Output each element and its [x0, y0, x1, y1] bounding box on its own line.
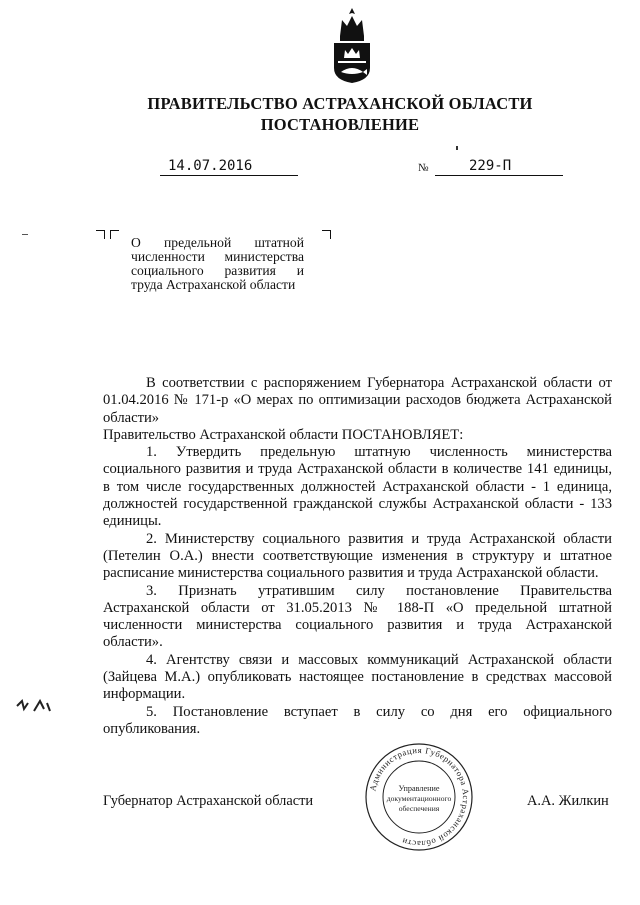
subject-bracket-right	[322, 230, 331, 239]
document-number: 229-П	[435, 158, 563, 176]
government-title: ПРАВИТЕЛЬСТВО АСТРАХАНСКОЙ ОБЛАСТИ	[147, 94, 533, 113]
seal-center-line-2: документационного	[386, 794, 452, 803]
official-seal	[364, 742, 474, 852]
item-1: 1. Утвердить предельную штатную численность министерства социального развития и труда Астраханской области в количестве 141 единицы, в том числе государственных должностей Астраханской области - 1 единица, должностей государственной гражданской службы Астраханской области - 133 единицы.	[103, 444, 612, 530]
document-subject: О предельной штатной численности министерства социального развития и труда Астраханской области	[131, 235, 304, 292]
document-date: 14.07.2016	[160, 158, 298, 176]
margin-mark	[14, 697, 54, 715]
preamble: В соответствии с распоряжением Губернатора Астраханской области от 01.04.2016 № 171-р «О мерах по оптимизации расходов бюджета Астраханской области»	[103, 375, 612, 426]
item-4: 4. Агентству связи и массовых коммуникаций Астраханской области (Зайцева М.А.) опубликовать настоящее постановление в средствах массовой информации.	[103, 651, 612, 703]
resolves-line: Правительство Астраханской области ПОСТАНОВЛЯЕТ:	[103, 426, 464, 443]
subject-bracket-left	[96, 230, 105, 239]
item-2: 2. Министерству социального развития и труда Астраханской области (Петелин О.А.) внести соответствующие изменения в структуру и штатное расписание министерства социального развития и труда Астраханской области.	[103, 530, 612, 582]
item-3: 3. Признать утратившим силу постановление Правительства Астраханской области от 31.05.2013 № 188-П «О предельной штатной численности министерства социального развития и труда Астраханской области».	[103, 582, 612, 651]
document-type-title: ПОСТАНОВЛЕНИЕ	[260, 115, 420, 134]
signer-name: А.А. Жилкин	[527, 793, 609, 809]
seal-center-line-3: обеспечения	[398, 804, 440, 813]
scan-dash	[22, 234, 28, 235]
number-sign: №	[418, 162, 429, 174]
item-5: 5. Постановление вступает в силу со дня его официального опубликования.	[103, 703, 612, 737]
coat-of-arms-icon	[326, 6, 378, 84]
scan-dot	[456, 146, 458, 150]
seal-center-line-1: Управление	[398, 784, 440, 793]
seal-ring-text: Администрация Губернатора Астраханской области	[367, 744, 472, 850]
signer-position: Губернатор Астраханской области	[103, 793, 314, 809]
document-body	[103, 375, 612, 738]
scribble-icon	[14, 697, 54, 715]
subject-bracket-left-inner	[110, 230, 119, 239]
